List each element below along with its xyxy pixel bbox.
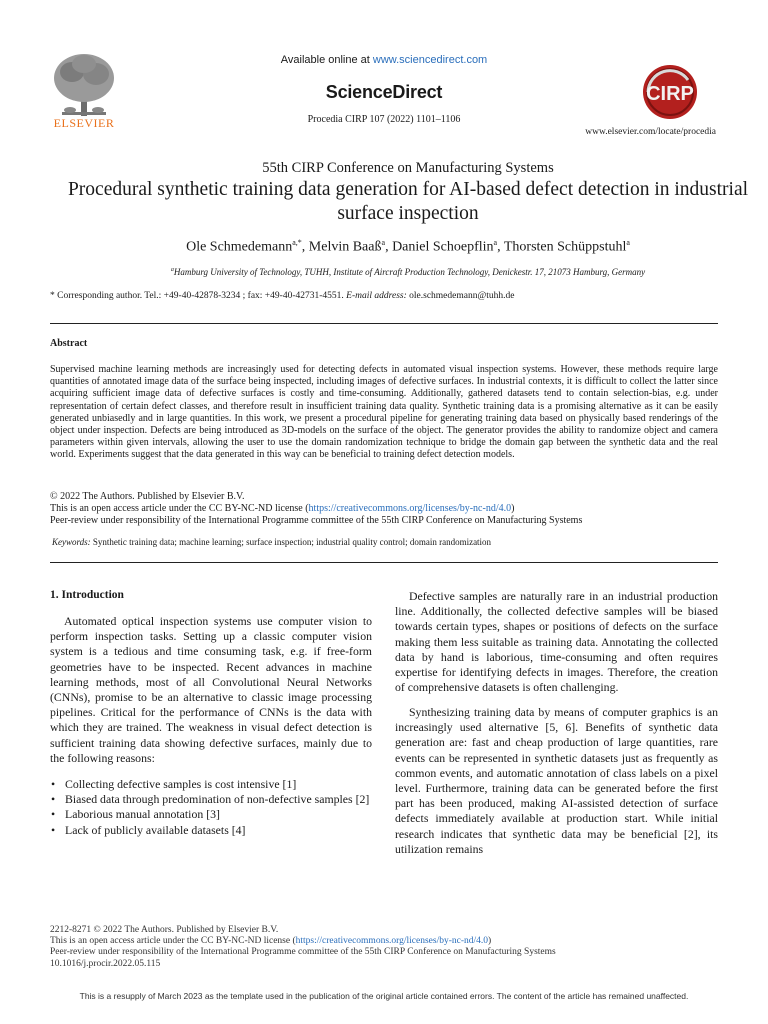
- affiliation: [40, 267, 768, 277]
- list-item: • Collecting defective samples is cost intensive [1]: [50, 777, 372, 792]
- author-separator: ,: [497, 239, 504, 255]
- author-name: Daniel Schoepflin: [392, 239, 494, 255]
- footer-notes: [50, 925, 556, 970]
- peer-review-notice: Peer-review under responsibility of the International Programme committee of the 55th CIRP Conference on Manufacturing Systems: [50, 515, 583, 526]
- abstract-bottom-rule: [50, 562, 718, 563]
- keywords-label: Keywords:: [52, 537, 91, 547]
- author-name: Melvin Baaß: [308, 239, 382, 255]
- author-separator: ,: [301, 239, 309, 255]
- open-access-notice: [50, 503, 514, 515]
- footer-peer-review-line: Peer-review under responsibility of the International Programme committee of the 55th CIRP Conference on Manufacturing Systems: [50, 947, 556, 958]
- cirp-logo-text: CIRP: [646, 83, 694, 105]
- author-affiliation-mark: a: [626, 238, 630, 247]
- section-heading-introduction: 1. Introduction: [50, 589, 124, 601]
- open-access-text: This is an open access article under the CC BY-NC-ND license (: [50, 503, 309, 514]
- intro-paragraph-3: Synthesizing training data by means of computer graphics is an increasingly used alternative [5, 6]. Benefits of synthetic data generation are: fast and cheap production of large quantities, rare events can be represented in synthetic datasets just as frequently as common events, and automatic annotation of class labels on a pixel level. Furthermore, training data can be generated before the first part has been produced, making AI-assisted detection of surface defects immediately available at production start. While initial research indicates that synthetic data may be beneficial [2], its utilization remains: [395, 705, 718, 856]
- author-name: Ole Schmedemann: [186, 239, 293, 255]
- journal-homepage-link[interactable]: www.elsevier.com/locate/procedia: [585, 127, 716, 137]
- author-list: [40, 238, 768, 256]
- email-label: E-mail address:: [346, 291, 407, 301]
- intro-paragraph-2: Defective samples are naturally rare in an industrial production line. Additionally, the collected defective samples will be biased towards certain types, shapes or positions of defects on the surface making them less suitable as training data. Annotating the collected data by hand is laborious, time-consuming and often requires expertise for identifying defects in images. Therefore, the creation of comprehensive datasets is often challenging.: [395, 589, 718, 695]
- abstract-heading: Abstract: [50, 338, 88, 349]
- cirp-logo: [630, 62, 710, 122]
- resupply-notice: This is a resupply of March 2023 as the template used in the publication of the original article contained errors. The content of the article has remained unaffected.: [79, 991, 689, 1001]
- author-affiliation-mark: a: [493, 238, 498, 247]
- corresponding-author-note: [50, 291, 514, 301]
- affiliation-mark: a: [170, 267, 174, 273]
- available-online-label: Available online at: [280, 54, 373, 66]
- sciencedirect-brand: ScienceDirect: [325, 82, 443, 102]
- abstract-top-rule: [50, 323, 718, 324]
- reasons-list: [50, 777, 372, 838]
- doi-line[interactable]: 10.1016/j.procir.2022.05.115: [50, 958, 161, 969]
- footer-open-access-close: ): [488, 936, 492, 947]
- license-link[interactable]: https://creativecommons.org/licenses/by-nc-nd/4.0: [308, 503, 512, 514]
- issn-line: 2212-8271 © 2022 The Authors. Published by Elsevier B.V.: [50, 925, 279, 935]
- author-affiliation-mark: a: [381, 238, 386, 247]
- copyright-notice: © 2022 The Authors. Published by Elsevier B.V.: [50, 491, 245, 502]
- keywords-text: Synthetic training data; machine learning; surface inspection; industrial quality control; domain randomization: [90, 537, 492, 547]
- footer-license-link[interactable]: https://creativecommons.org/licenses/by-nc-nd/4.0: [295, 936, 489, 947]
- list-item: • Biased data through predomination of non-defective samples [2]: [50, 792, 372, 807]
- intro-paragraph-1: Automated optical inspection systems use computer vision to perform inspection tasks. Setting up a classic computer vision system is a tedious and time consuming task, e.g. if free-form geometries have to be inspected. Recent advances in machine learning methods, most of all Convolutional Neural Networks (CNNs), promise to be an alternative to classic image processing pipelines. Critical for the performance of CNNs is the data with which they are trained. The weakness in visual defect detection is sufficient training data showing defective surfaces, mainly due to the following reasons:: [50, 614, 372, 765]
- affiliation-text: Hamburg University of Technology, TUHH, Institute of Aircraft Production Technology, Denickestr. 17, 21073 Hamburg, Germany: [173, 267, 646, 277]
- author-separator: ,: [385, 239, 393, 255]
- conference-name: 55th CIRP Conference on Manufacturing Systems: [262, 160, 554, 176]
- keywords-line: [52, 537, 491, 547]
- open-access-close: ): [511, 503, 515, 514]
- paper-title: Procedural synthetic training data generation for AI-based defect detection in industrial surface inspection: [67, 179, 749, 224]
- sciencedirect-link[interactable]: www.sciencedirect.com: [372, 54, 488, 66]
- footer-open-access-text: This is an open access article under the CC BY-NC-ND license (: [50, 936, 296, 947]
- footer-open-access-line: [50, 936, 556, 947]
- author-affiliation-mark: a,*: [292, 238, 302, 247]
- author-name: Thorsten Schüppstuhl: [503, 239, 627, 255]
- elsevier-wordmark: ELSEVIER: [53, 116, 115, 130]
- journal-reference: Procedia CIRP 107 (2022) 1101–1106: [307, 114, 461, 125]
- email-address[interactable]: ole.schmedemann@tuhh.de: [406, 291, 515, 301]
- list-item: • Lack of publicly available datasets [4]: [50, 823, 372, 838]
- abstract-text: Supervised machine learning methods are increasingly used for detecting defects in automated visual inspection systems. However, these methods require large quantities of annotated image data of the surface being inspected, including images of defective surfaces. In industrial contexts, it is difficult to collect the latter since acquiring sufficient image data of defective surfaces is costly and time-consuming. Additionally, gathered datasets tend to contain selection-bias, e.g. under representation of certain defect classes, and therefore result in insufficient training data quality. Synthetic training data is a promising alternative as it can be easily generated unbiasedly and in large quantities. In this work, we present a procedural pipeline for generating training data based on physically based renderings of the object under inspection. Defects are being introduced as 3D-models on the surface of the object. The generator provides the ability to randomize object and camera parameters within given intervals, allowing the user to use the domain randomization technique to bridge the domain gap between the synthetic data and the real world. Experiments suggest that the data generated in this way can be beneficial to training defect detection models.: [50, 364, 718, 461]
- list-item: • Laborious manual annotation [3]: [50, 807, 372, 822]
- corresponding-author-text: * Corresponding author. Tel.: +49-40-42878-3234 ; fax: +49-40-42731-4551.: [50, 291, 347, 301]
